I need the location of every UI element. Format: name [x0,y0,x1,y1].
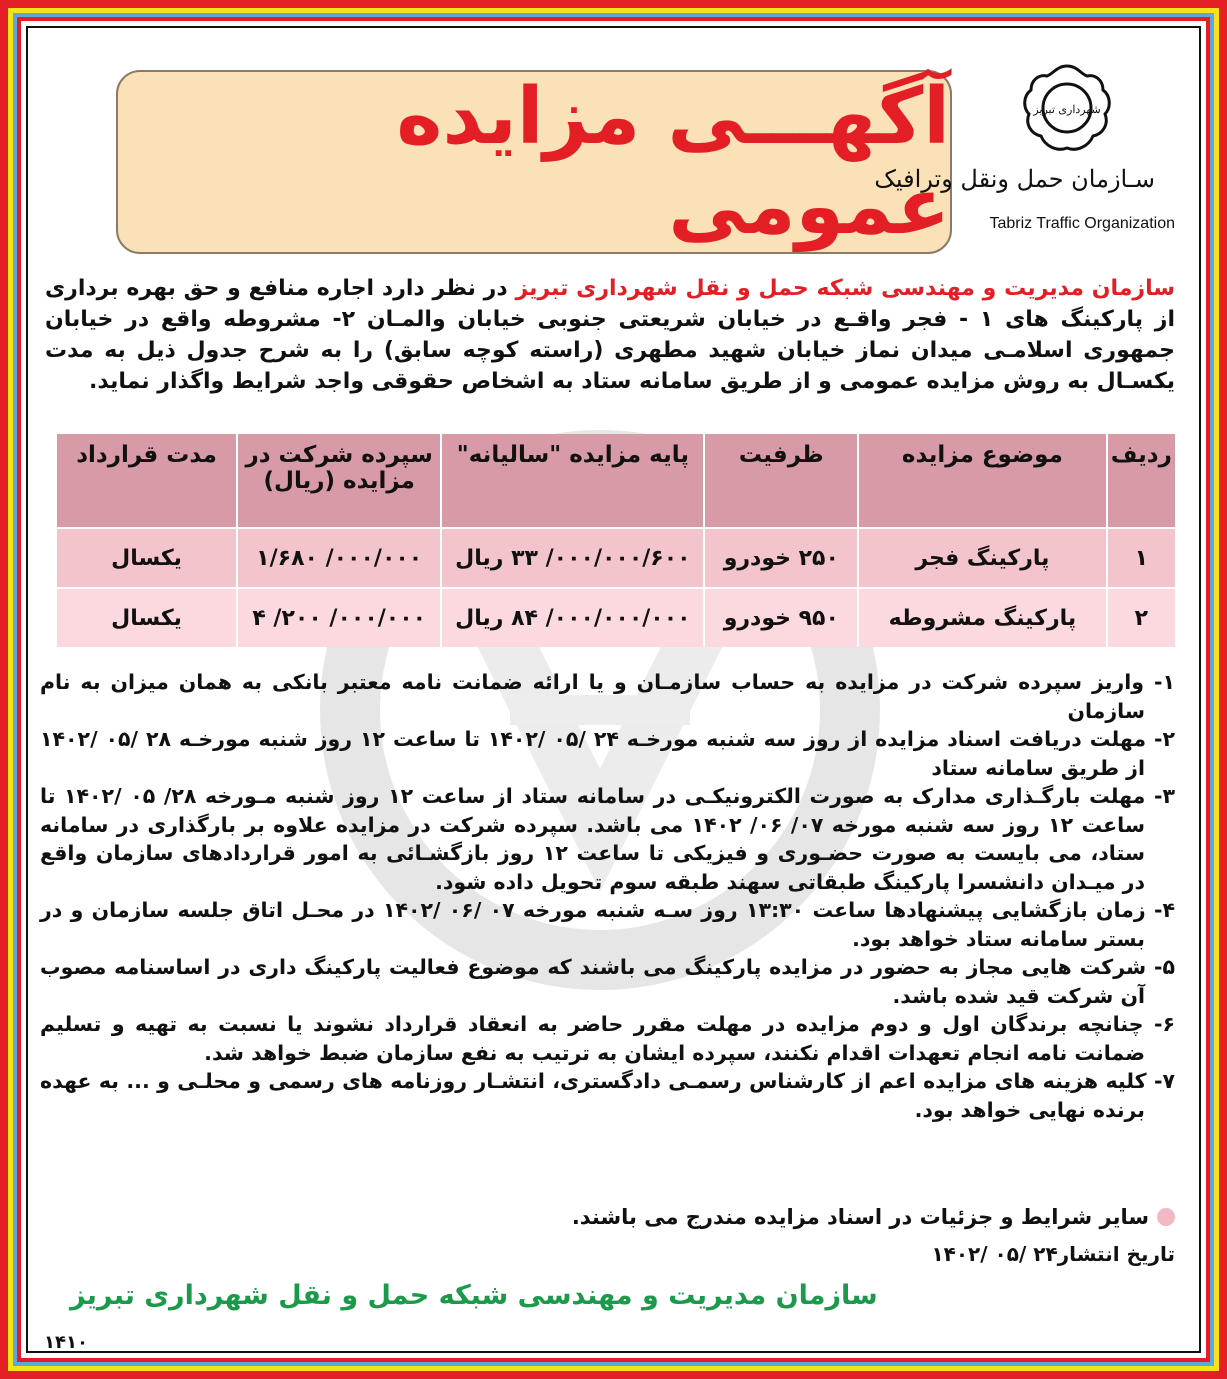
cell-row: ۲ [1107,588,1175,647]
condition-item: ۴- زمان بازگشایی پیشنهادها ساعت ۱۳:۳۰ روز سـه شنبه مورخه ۰۷ /۰۶ /۱۴۰۲ در محـل اتاق جلسه سازمان و در بستر سامانه ستاد خواهد بود. [40,898,1175,951]
condition-item: ۶- چنانچه برندگان اول و دوم مزایده در مهلت مقرر حاضر به انعقاد قرارداد نشوند یا نسبت به تهیه و تسلیم ضمانت نامه انجام تعهدات اقدام نکنند، سپرده ایشان به ترتیب به نفع سازمان ضبط خواهد شد. [40,1012,1175,1065]
col-deposit: سپرده شرکت در مزایده (ریال) [237,434,441,528]
cell-row: ۱ [1107,528,1175,588]
footnote-text: سایر شرایط و جزئیات در اسناد مزایده مندرج می باشند. [571,1205,1149,1229]
intro-paragraph [45,273,1175,397]
cell-duration: یکسال [56,588,237,647]
intro-org-name: سازمان مدیریت و مهندسی شبکه حمل و نقل شهرداری تبریز [515,276,1175,301]
table-header-row [56,434,1175,528]
condition-item: ۱- واریز سپرده شرکت در مزایده به حساب سازمـان و یا ارائه ضمانت نامه معتبر بانکی به همان میزان به نام سازمان [40,670,1175,723]
cell-subject: پارکینگ فجر [858,528,1106,588]
ad-code: ۱۴۱۰ [44,1332,88,1353]
municipality-seal-icon [1017,60,1117,160]
col-duration: مدت قرارداد [56,434,237,528]
publication-date: تاریخ انتشار۲۴ /۰۵ /۱۴۰۲ [931,1242,1175,1266]
col-subject: موضوع مزایده [858,434,1106,528]
col-row: ردیف [1107,434,1175,528]
page-title: آگهـــی مزایده عمومی [396,72,950,252]
condition-item: ۲- مهلت دریافت اسناد مزایده از روز سه شنبه مورخـه ۲۴ /۰۵ /۱۴۰۲ تا ساعت ۱۲ روز شنبه مورخـه ۲۸ /۰۵ /۱۴۰۲ از طریق سامانه ستاد [40,727,1176,780]
col-base: پایه مزایده "سالیانه" [441,434,704,528]
cell-capacity: ۲۵۰ خودرو [704,528,858,588]
title-box [116,70,952,254]
table-row [56,588,1175,647]
cell-deposit: ۰۰۰/۰۰۰/ ۱/۶۸۰ [237,528,441,588]
table-row [56,528,1175,588]
signature: سازمان مدیریت و مهندسی شبکه حمل و نقل شهرداری تبریز [70,1280,878,1311]
seal-text: شهرداری تبریز [1033,103,1101,116]
auction-table [55,434,1175,647]
cell-capacity: ۹۵۰ خودرو [704,588,858,647]
logo-org-name-fa: سـازمان حمل ونقل وترافیک [874,165,1155,193]
cell-deposit: ۰۰۰/۰۰۰/ ۲۰۰/ ۴ [237,588,441,647]
cell-base: ۰۰۰/۰۰۰/۰۰۰/ ۸۴ ریال [441,588,704,647]
logo-org-name-en: Tabriz Traffic Organization [989,215,1175,232]
ad-content [30,30,1197,1353]
condition-item: ۳- مهلت بارگـذاری مدارک به صورت الکترونیکـی در سامانه ستاد از ساعت ۱۲ روز شنبه مـورخه ۲۸/ ۰۵ /۱۴۰۲ تا ساعت ۱۲ روز سه شنبه مورخه ۰۷/ ۰۶/ ۱۴۰۲ می باشد. سپرده شرکت در مزایده علاوه بر بارگذاری در سامانه ستاد، می بایست به صورت حضـوری و فیزیکی تا ساعت ۱۲ روز بازگشـائی به امور قراردادهای سازمان واقع در میـدان دانشسرا پارکینگ طبقاتی سهند طبقه سوم تحویل داده شود. [40,784,1176,894]
condition-item: ۷- کلیه هزینه های مزایده اعم از کارشناس رسمـی دادگستری، انتشـار روزنامه های رسمی و محلـی و ... به عهده برنده نهایی خواهد بود. [40,1069,1175,1122]
col-capacity: ظرفیت [704,434,858,528]
conditions-list [40,668,1175,1124]
footnote [572,1205,1175,1229]
intro-body: در نظر دارد اجاره منافع و حق بهره برداری از پارکینگ های ۱ - فجر واقـع در خیابان شریعتی جنوبی خیابان والمـان ۲- مشروطه واقع در خیابان جمهوری اسلامـی میدان نماز خیابان شهید مطهری (راسته کوچه سابق) را به شرح جدول ذیل به مدت یکسـال به روش مزایده عمومی و از طریق سامانه ستاد به اشخاص حقوقی واجد شرایط واگذار نماید. [45,276,1175,394]
cell-subject: پارکینگ مشروطه [858,588,1106,647]
cell-base: ۰۰۰/۰۰۰/۶۰۰/ ۳۳ ریال [441,528,704,588]
condition-item: ۵- شرکت هایی مجاز به حضور در مزایده پارکینگ می باشند که موضوع فعالیت پارکینگ داری در اساسنامه مصوب آن شرکت قید شده باشد. [40,955,1175,1008]
bullet-icon [1157,1208,1175,1226]
org-logo [874,60,1177,240]
cell-duration: یکسال [56,528,237,588]
